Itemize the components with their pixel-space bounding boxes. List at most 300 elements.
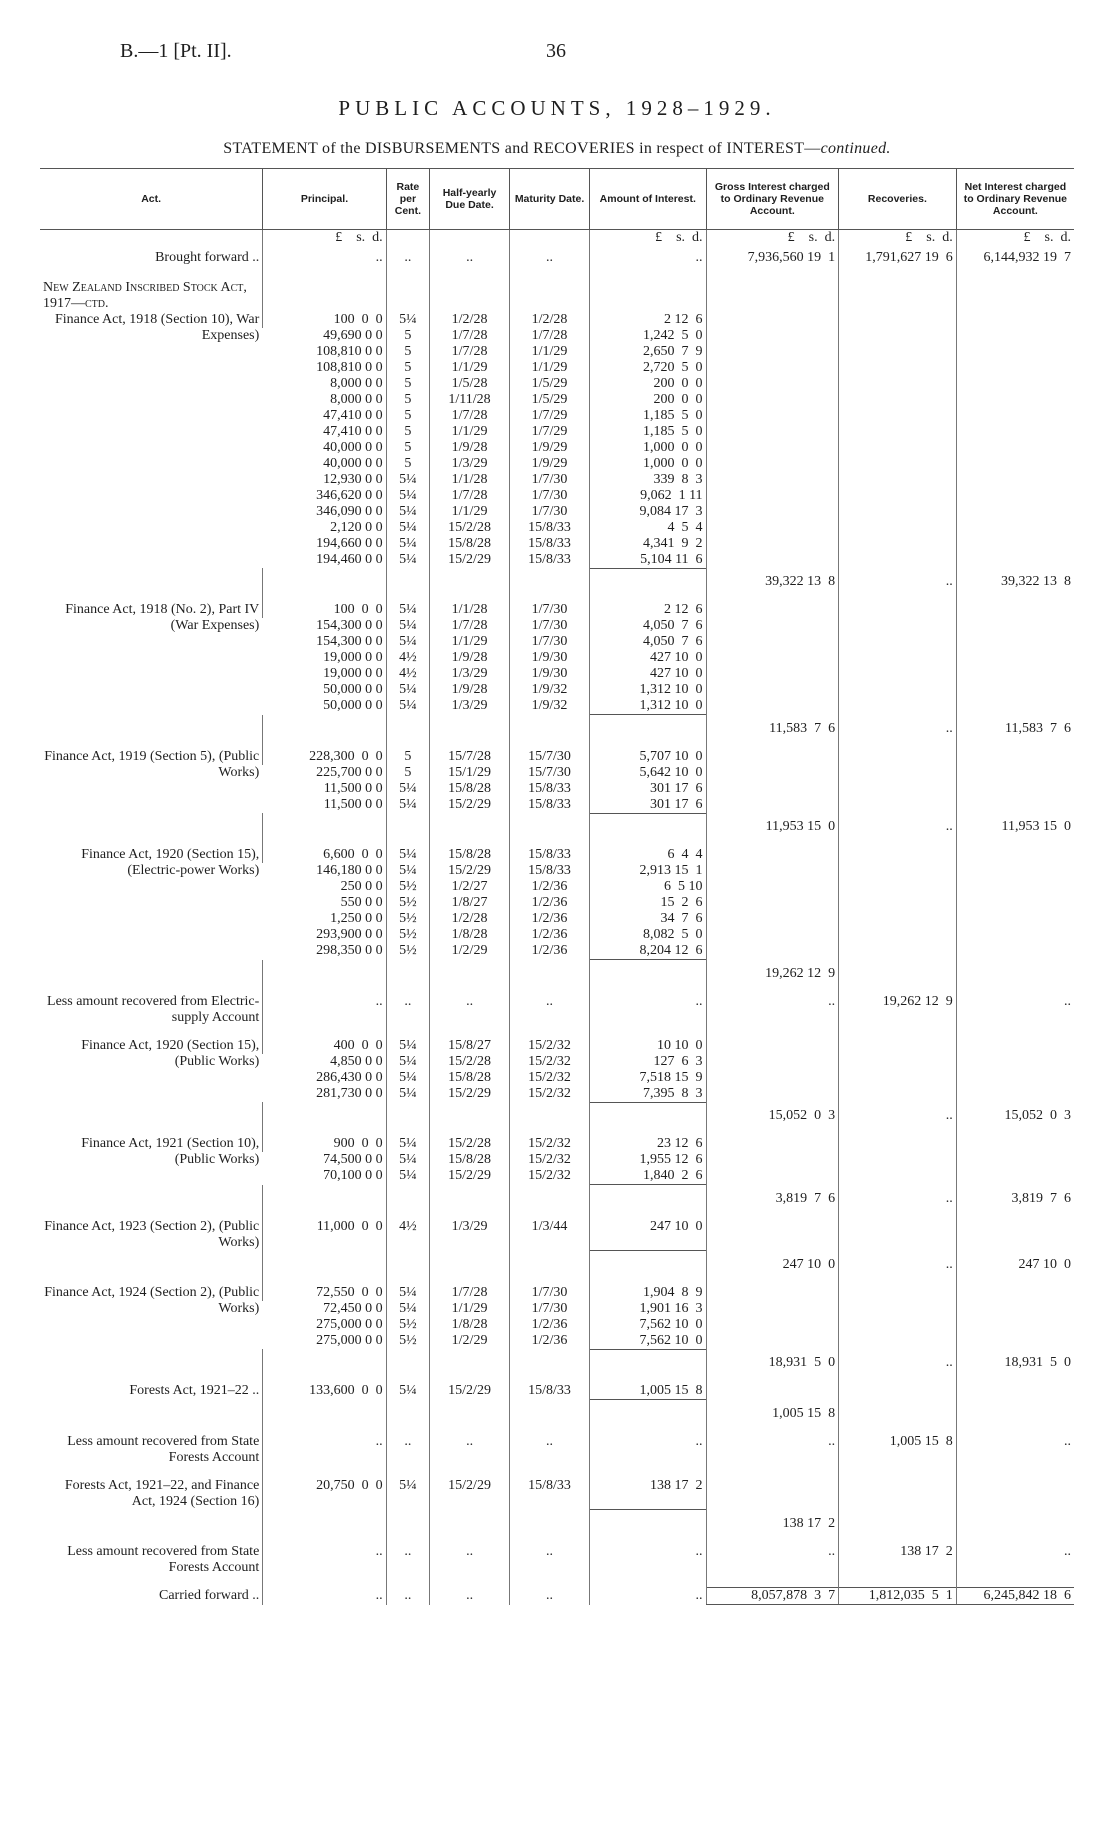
half-yearly-date-cell: 1/2/28 xyxy=(430,911,510,927)
blank-cell xyxy=(430,568,510,590)
gross-cell xyxy=(706,360,839,376)
principal-cell: 228,300 0 0 xyxy=(263,749,386,765)
maturity-date-cell: 1/3/44 xyxy=(510,1219,590,1251)
gross-cell xyxy=(706,1317,839,1333)
col-act: Act. xyxy=(40,169,263,230)
net-cell xyxy=(956,440,1074,456)
rate-cell: 5 xyxy=(386,392,429,408)
amount-rule-cell xyxy=(590,1349,707,1371)
rate-cell: 5 xyxy=(386,749,429,765)
rate-cell: 5¼ xyxy=(386,1301,429,1317)
amount-rule-cell xyxy=(590,1102,707,1124)
principal-cell: 194,660 0 0 xyxy=(316,535,383,551)
amount-cell: 2 12 6 xyxy=(590,312,707,328)
principal-cell: 19,000 0 0 xyxy=(323,666,383,681)
principal-cell: 108,810 0 0 xyxy=(316,359,383,375)
gross-cell xyxy=(706,552,839,569)
col-principal: Principal. xyxy=(263,169,386,230)
gross-total: 18,931 5 0 xyxy=(706,1349,839,1371)
recoveries-cell xyxy=(839,698,957,715)
gross-cell xyxy=(706,879,839,895)
amount-rule-cell xyxy=(590,813,707,835)
principal-cell: 133,600 0 0 xyxy=(263,1383,386,1400)
maturity-date-cell: 1/7/29 xyxy=(510,424,590,440)
column-header-row xyxy=(40,169,1074,230)
principal-cell: 70,100 0 0 xyxy=(323,1168,383,1183)
rate-cell: 5¼ xyxy=(386,536,429,552)
recoveries-cell xyxy=(839,1054,957,1070)
half-yearly-date-cell: 1/1/29 xyxy=(430,424,510,440)
maturity-date-cell: 15/8/33 xyxy=(510,863,590,879)
col-net: Net Interest charged to Ordinary Revenue Account. xyxy=(956,169,1074,230)
gross-cell xyxy=(706,682,839,698)
net-cell xyxy=(956,1383,1074,1400)
recoveries-cell xyxy=(839,797,957,814)
recoveries-value: 138 17 2 xyxy=(839,1544,957,1576)
brought-forward-recoveries: 1,791,627 19 6 xyxy=(839,250,957,266)
spacer-row xyxy=(40,982,1074,994)
spacer-row xyxy=(40,1371,1074,1383)
act-name: Finance Act, 1919 (Section 5), (Public Works) xyxy=(44,748,260,780)
amount-rule-cell xyxy=(590,1185,707,1207)
maturity-date-cell: 15/2/32 xyxy=(510,1070,590,1086)
col-rate: Rate per Cent. xyxy=(386,169,429,230)
recoveries-value: 1,005 15 8 xyxy=(839,1434,957,1466)
principal-cell: 8,000 0 0 xyxy=(330,375,383,391)
recoveries-cell xyxy=(839,1478,957,1510)
blank-cell xyxy=(263,813,386,835)
recoveries-cell xyxy=(839,749,957,765)
half-yearly-date-cell: 15/8/28 xyxy=(430,536,510,552)
net-cell xyxy=(956,618,1074,634)
net-cell xyxy=(956,1070,1074,1086)
blank-cell xyxy=(40,715,263,737)
amount-cell: 6 5 10 xyxy=(590,879,707,895)
recoveries-cell xyxy=(839,1168,957,1185)
half-yearly-date-cell: 1/1/29 xyxy=(430,504,510,520)
recoveries-cell xyxy=(839,895,957,911)
net-cell xyxy=(956,927,1074,943)
half-yearly-date-cell: 1/1/29 xyxy=(430,1301,510,1317)
amount-cell: 5,707 10 0 xyxy=(590,749,707,765)
net-total: 3,819 7 6 xyxy=(956,1185,1074,1207)
amount-cell: 1,904 8 9 xyxy=(590,1285,707,1301)
recoveries-cell xyxy=(839,408,957,424)
rate-cell: 5¼ xyxy=(386,1383,429,1400)
gross-cell xyxy=(706,650,839,666)
amount-cell: 4 5 4 xyxy=(590,520,707,536)
rate-cell: 5¼ xyxy=(386,1152,429,1168)
col-recoveries: Recoveries. xyxy=(839,169,957,230)
principal-cell: 4,850 0 0 xyxy=(330,1053,383,1069)
maturity-date-cell: 1/7/30 xyxy=(510,504,590,520)
blank-cell xyxy=(386,1251,429,1273)
amount-cell: 200 0 0 xyxy=(590,392,707,408)
net-cell xyxy=(956,863,1074,879)
net-cell xyxy=(956,1152,1074,1168)
group-total-row xyxy=(40,1510,1074,1532)
blank-cell xyxy=(430,1349,510,1371)
amount-cell: 427 10 0 xyxy=(590,666,707,682)
recovery-label: Less amount recovered from State Forests Account xyxy=(67,1543,260,1575)
rate-cell: 5¼ xyxy=(386,634,429,650)
rate-cell: 5½ xyxy=(386,911,429,927)
net-cell xyxy=(956,1168,1074,1185)
blank-cell xyxy=(40,1349,263,1371)
recoveries-cell xyxy=(839,504,957,520)
section-title-row xyxy=(40,280,1074,312)
net-cell xyxy=(956,456,1074,472)
net-cell xyxy=(956,1136,1074,1152)
recoveries-cell xyxy=(839,536,957,552)
half-yearly-date-cell: 15/2/29 xyxy=(430,1168,510,1185)
principal-cell: 346,090 0 0 xyxy=(316,503,383,519)
principal-cell: 194,460 0 0 xyxy=(316,551,383,567)
col-maturity: Maturity Date. xyxy=(510,169,590,230)
maturity-date-cell: 1/2/36 xyxy=(510,1333,590,1350)
group-total-row xyxy=(40,960,1074,982)
maturity-date-cell: 15/7/30 xyxy=(510,749,590,765)
gross-cell xyxy=(706,911,839,927)
net-cell xyxy=(956,634,1074,650)
principal-cell: 100 0 0 xyxy=(263,312,386,328)
recoveries-cell xyxy=(839,1301,957,1317)
table-row xyxy=(40,1136,1074,1152)
net-cell xyxy=(956,682,1074,698)
carried-forward-row xyxy=(40,1588,1074,1605)
half-yearly-date-cell: 15/8/28 xyxy=(430,847,510,863)
net-total: 15,052 0 3 xyxy=(956,1102,1074,1124)
table-row xyxy=(40,1219,1074,1251)
net-cell xyxy=(956,392,1074,408)
group-total-row xyxy=(40,715,1074,737)
rate-cell: 5¼ xyxy=(386,1070,429,1086)
half-yearly-date-cell: 15/2/28 xyxy=(430,1136,510,1152)
amount-cell: 2 12 6 xyxy=(590,602,707,618)
net-cell xyxy=(956,602,1074,618)
units-principal: £ s. d. xyxy=(263,230,386,250)
rate-cell: 5¼ xyxy=(386,1136,429,1152)
maturity-date-cell: 15/8/33 xyxy=(510,847,590,863)
net-total: 247 10 0 xyxy=(956,1251,1074,1273)
blank-cell xyxy=(40,813,263,835)
recoveries-cell xyxy=(839,666,957,682)
amount-rule-cell xyxy=(590,960,707,982)
act-name: Forests Act, 1921–22, and Finance Act, 1924 (Section 16) xyxy=(64,1477,260,1509)
group-total-row xyxy=(40,568,1074,590)
recoveries-cell xyxy=(839,1383,957,1400)
gross-value: .. xyxy=(706,1434,839,1466)
gross-cell xyxy=(706,488,839,504)
blank-cell xyxy=(510,1102,590,1124)
amount-rule-cell xyxy=(590,715,707,737)
half-yearly-date-cell: 1/2/27 xyxy=(430,879,510,895)
half-yearly-date-cell: 15/2/29 xyxy=(430,1086,510,1103)
maturity-date-cell: 1/2/36 xyxy=(510,895,590,911)
amount-cell: 34 7 6 xyxy=(590,911,707,927)
dots: .. xyxy=(510,1434,590,1466)
amount-cell: 1,901 16 3 xyxy=(590,1301,707,1317)
recoveries-cell xyxy=(839,927,957,943)
table-row xyxy=(40,312,1074,328)
net-cell xyxy=(956,504,1074,520)
maturity-date-cell: 1/9/29 xyxy=(510,440,590,456)
rate-cell: 5 xyxy=(386,376,429,392)
principal-cell: 100 0 0 xyxy=(263,602,386,618)
blank-cell xyxy=(430,1185,510,1207)
net-cell xyxy=(956,765,1074,781)
maturity-date-cell: 1/5/29 xyxy=(510,376,590,392)
gross-cell xyxy=(706,456,839,472)
subtitle-main: STATEMENT of the DISBURSEMENTS and RECOVERIES in respect of INTEREST— xyxy=(223,140,821,157)
gross-cell xyxy=(706,1070,839,1086)
blank-cell xyxy=(386,960,429,982)
amount-cell: 4,050 7 6 xyxy=(590,618,707,634)
net-cell xyxy=(956,472,1074,488)
recoveries-cell xyxy=(839,634,957,650)
half-yearly-date-cell: 1/2/29 xyxy=(430,1333,510,1350)
table-row xyxy=(40,749,1074,765)
spacer-row xyxy=(40,1422,1074,1434)
recoveries-cell xyxy=(839,1136,957,1152)
dots: .. xyxy=(263,994,386,1026)
gross-cell xyxy=(706,698,839,715)
amount-cell: 10 10 0 xyxy=(590,1038,707,1054)
spacer-row xyxy=(40,1273,1074,1285)
maturity-date-cell: 1/7/30 xyxy=(510,634,590,650)
blank-cell xyxy=(263,1251,386,1273)
gross-cell xyxy=(706,344,839,360)
amount-cell: 8,082 5 0 xyxy=(590,927,707,943)
act-name: Finance Act, 1923 (Section 2), (Public Works) xyxy=(44,1218,260,1250)
recoveries-cell xyxy=(839,650,957,666)
rate-cell: 5¼ xyxy=(386,682,429,698)
recoveries-total: .. xyxy=(839,1349,957,1371)
rate-cell: 5¼ xyxy=(386,847,429,863)
recovery-label: Less amount recovered from State Forests Account xyxy=(67,1433,260,1465)
half-yearly-date-cell: 1/1/29 xyxy=(430,360,510,376)
recoveries-cell xyxy=(839,488,957,504)
recoveries-cell xyxy=(839,863,957,879)
spacer-row xyxy=(40,590,1074,602)
gross-cell xyxy=(706,634,839,650)
group-total-row xyxy=(40,813,1074,835)
act-name: Finance Act, 1920 (Section 15), (Electric-power Works) xyxy=(81,847,260,878)
recoveries-cell xyxy=(839,424,957,440)
recoveries-cell xyxy=(839,1070,957,1086)
rate-cell: 5¼ xyxy=(386,520,429,536)
maturity-date-cell: 1/7/30 xyxy=(510,488,590,504)
group-total-row xyxy=(40,1185,1074,1207)
half-yearly-date-cell: 1/7/28 xyxy=(430,328,510,344)
principal-cell: 1,250 0 0 xyxy=(330,911,383,926)
principal-cell: 281,730 0 0 xyxy=(316,1085,383,1101)
half-yearly-date-cell: 1/2/28 xyxy=(430,312,510,328)
act-name: Finance Act, 1921 (Section 10), (Public Works) xyxy=(81,1136,260,1167)
principal-cell: 72,450 0 0 xyxy=(323,1300,383,1316)
rate-cell: 5¼ xyxy=(386,1285,429,1301)
blank-cell xyxy=(40,1185,263,1207)
recoveries-total: .. xyxy=(839,568,957,590)
rate-cell: 5 xyxy=(386,456,429,472)
dots: .. xyxy=(386,1588,429,1605)
gross-cell xyxy=(706,1086,839,1103)
net-cell xyxy=(956,650,1074,666)
gross-cell xyxy=(706,520,839,536)
units-net: £ s. d. xyxy=(956,230,1074,250)
rate-cell: 5¼ xyxy=(386,781,429,797)
rate-cell: 5¼ xyxy=(386,488,429,504)
recovery-row xyxy=(40,1544,1074,1576)
maturity-date-cell: 15/8/33 xyxy=(510,781,590,797)
amount-cell: 5,104 11 6 xyxy=(590,552,707,569)
spacer-row xyxy=(40,1124,1074,1136)
blank-cell xyxy=(386,1185,429,1207)
recovery-label: Less amount recovered from Electric-supply Account xyxy=(47,993,260,1025)
principal-cell: 11,000 0 0 xyxy=(263,1219,386,1251)
principal-cell: 275,000 0 0 xyxy=(316,1332,383,1348)
amount-cell: 7,518 15 9 xyxy=(590,1070,707,1086)
net-cell xyxy=(956,344,1074,360)
principal-cell: 19,000 0 0 xyxy=(323,650,383,665)
half-yearly-date-cell: 15/2/29 xyxy=(430,797,510,814)
rate-cell: 5½ xyxy=(386,1317,429,1333)
gross-cell xyxy=(706,1168,839,1185)
recoveries-total: .. xyxy=(839,1251,957,1273)
gross-cell xyxy=(706,618,839,634)
principal-cell: 40,000 0 0 xyxy=(323,455,383,471)
gross-cell xyxy=(706,666,839,682)
half-yearly-date-cell: 15/7/28 xyxy=(430,749,510,765)
principal-cell: 108,810 0 0 xyxy=(316,343,383,359)
half-yearly-date-cell: 1/1/29 xyxy=(430,634,510,650)
interest-ledger-table xyxy=(40,168,1074,1605)
maturity-date-cell: 15/7/30 xyxy=(510,765,590,781)
recoveries-total xyxy=(839,960,957,982)
net-cell xyxy=(956,1219,1074,1251)
gross-total: 247 10 0 xyxy=(706,1251,839,1273)
blank-cell xyxy=(430,1400,510,1422)
rate-cell: 5½ xyxy=(386,1333,429,1350)
half-yearly-date-cell: 1/3/29 xyxy=(430,666,510,682)
net-cell xyxy=(956,328,1074,344)
principal-cell: 2,120 0 0 xyxy=(330,519,383,535)
gross-cell xyxy=(706,749,839,765)
gross-cell xyxy=(706,797,839,814)
gross-cell xyxy=(706,1219,839,1251)
rate-cell: 5½ xyxy=(386,895,429,911)
net-cell xyxy=(956,1086,1074,1103)
col-half-yearly: Half-yearly Due Date. xyxy=(430,169,510,230)
dots: .. xyxy=(263,250,386,266)
recoveries-cell xyxy=(839,456,957,472)
net-cell xyxy=(956,698,1074,715)
principal-cell: 47,410 0 0 xyxy=(323,423,383,439)
recoveries-cell xyxy=(839,765,957,781)
gross-total: 19,262 12 9 xyxy=(706,960,839,982)
act-name: Finance Act, 1918 (No. 2), Part IV (War Expenses) xyxy=(65,602,260,633)
blank-cell xyxy=(263,715,386,737)
net-cell xyxy=(956,360,1074,376)
dots: .. xyxy=(430,250,510,266)
maturity-date-cell: 1/9/32 xyxy=(510,698,590,715)
rate-cell: 5 xyxy=(386,328,429,344)
rate-cell: 4½ xyxy=(386,650,429,666)
recoveries-cell xyxy=(839,312,957,328)
gross-cell xyxy=(706,602,839,618)
amount-cell: 427 10 0 xyxy=(590,650,707,666)
rate-cell: 5 xyxy=(386,360,429,376)
maturity-date-cell: 1/7/30 xyxy=(510,618,590,634)
principal-cell: 47,410 0 0 xyxy=(323,407,383,423)
net-total: 11,953 15 0 xyxy=(956,813,1074,835)
recoveries-cell xyxy=(839,328,957,344)
rate-cell: 5¼ xyxy=(386,1038,429,1054)
recoveries-cell xyxy=(839,1038,957,1054)
blank-cell xyxy=(510,568,590,590)
principal-cell: 275,000 0 0 xyxy=(316,1316,383,1332)
gross-total: 3,819 7 6 xyxy=(706,1185,839,1207)
gross-total: 138 17 2 xyxy=(706,1510,839,1532)
principal-cell: 12,930 0 0 xyxy=(323,471,383,487)
rate-cell: 5¼ xyxy=(386,1086,429,1103)
gross-cell xyxy=(706,376,839,392)
principal-cell: 250 0 0 xyxy=(340,879,383,894)
gross-cell xyxy=(706,847,839,863)
principal-cell: 154,300 0 0 xyxy=(316,634,383,649)
net-cell xyxy=(956,312,1074,328)
blank-cell xyxy=(430,715,510,737)
carried-forward-label: Carried forward .. xyxy=(158,1587,260,1603)
dots: .. xyxy=(590,1434,707,1466)
half-yearly-date-cell: 1/9/28 xyxy=(430,682,510,698)
net-cell xyxy=(956,1317,1074,1333)
dots: .. xyxy=(510,994,590,1026)
blank-cell xyxy=(263,568,386,590)
amount-cell: 9,084 17 3 xyxy=(590,504,707,520)
gross-cell xyxy=(706,392,839,408)
recoveries-cell xyxy=(839,1086,957,1103)
recoveries-cell xyxy=(839,847,957,863)
principal-cell: 11,500 0 0 xyxy=(323,796,383,812)
blank-cell xyxy=(263,1102,386,1124)
spacer-row xyxy=(40,1576,1074,1588)
act-name: Finance Act, 1918 (Section 10), War Expenses) xyxy=(54,311,260,343)
amount-rule-cell xyxy=(590,568,707,590)
net-value: .. xyxy=(956,1434,1074,1466)
dots: .. xyxy=(430,1434,510,1466)
half-yearly-date-cell: 15/8/28 xyxy=(430,1070,510,1086)
net-cell xyxy=(956,911,1074,927)
net-total: 11,583 7 6 xyxy=(956,715,1074,737)
amount-cell: 1,312 10 0 xyxy=(590,698,707,715)
rate-cell: 5¼ xyxy=(386,797,429,814)
dots: .. xyxy=(386,1434,429,1466)
principal-cell: 72,550 0 0 xyxy=(263,1285,386,1301)
recoveries-cell xyxy=(839,520,957,536)
half-yearly-date-cell: 1/9/28 xyxy=(430,440,510,456)
dots: .. xyxy=(430,1544,510,1576)
dots: .. xyxy=(590,250,707,266)
principal-cell: 146,180 0 0 xyxy=(316,863,383,878)
rate-cell: 5¼ xyxy=(386,312,429,328)
net-cell xyxy=(956,943,1074,960)
col-gross: Gross Interest charged to Ordinary Revenue Account. xyxy=(706,169,839,230)
principal-cell: 154,300 0 0 xyxy=(316,618,383,633)
maturity-date-cell: 1/7/30 xyxy=(510,472,590,488)
maturity-date-cell: 1/7/30 xyxy=(510,1301,590,1317)
rate-cell: 5¼ xyxy=(386,602,429,618)
